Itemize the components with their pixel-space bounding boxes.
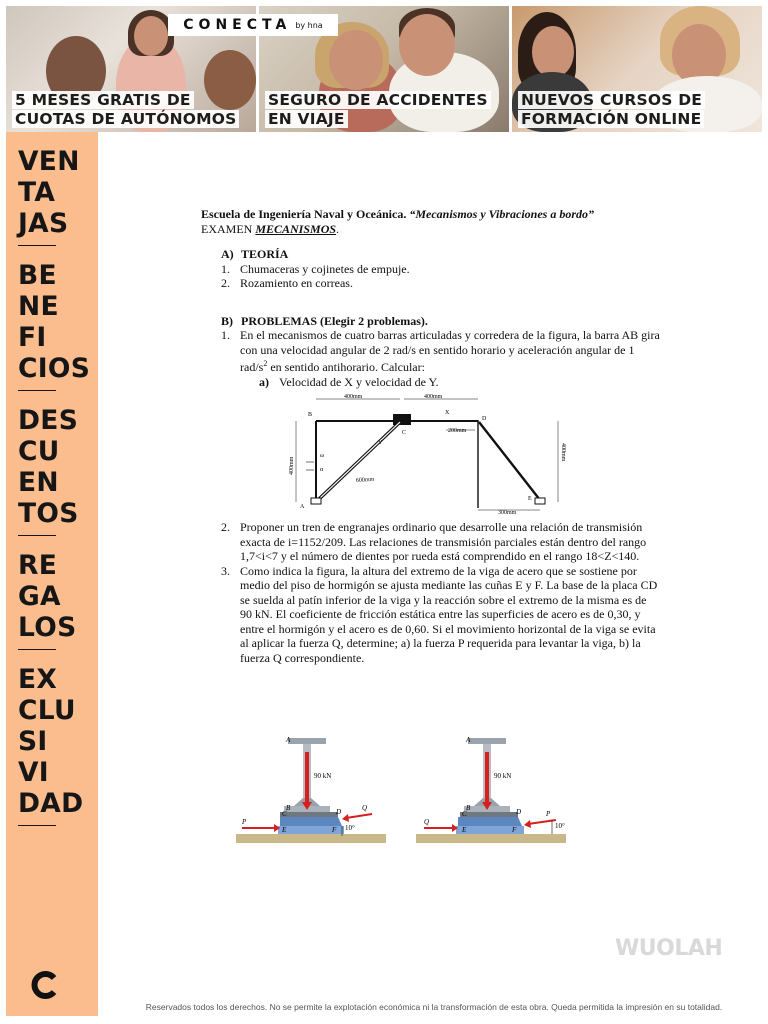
label-c: C — [402, 430, 407, 436]
label-b: B — [308, 412, 313, 418]
label-a: A — [286, 736, 291, 744]
subitem-text: Velocidad de X y velocidad de Y. — [279, 374, 439, 389]
label-p: P — [242, 818, 247, 826]
sidebar-word: DES — [18, 405, 79, 436]
section-b-heading — [221, 314, 661, 329]
bar-de — [479, 422, 540, 500]
sidebar-group-ventajas — [18, 146, 98, 246]
load-label: 90 kN — [314, 772, 332, 780]
sidebar-divider — [18, 535, 56, 536]
label-x: X — [445, 410, 450, 416]
sidebar-group-regalos — [18, 550, 98, 650]
item-text: Como indica la figura, la altura del extremo de la viga de acero que se sostiene por medio del piso de hormigón se ajusta mediante las cuñas E y F. La base de la placa CD se suelda al patín inferior de la viga y la reacción sobre el extremo de la misma es de 90 kN. El coeficiente de fricción estática entre las superficies de acero es de 0,30, y entre el hormigón y el acero es de 0,60. Si el movimiento horizontal de la viga se evita al aplicar la fuerza Q, determine; a) la fuerza P requerida para levantar la viga, b) la fuerza Q correspondiente. — [240, 563, 658, 665]
sidebar-divider — [18, 649, 56, 650]
item-number: 2. — [221, 520, 230, 534]
banner-panel-cursos[interactable] — [512, 6, 762, 132]
brand-name: CONECTA — [183, 17, 292, 33]
superscript: 2 — [263, 359, 268, 368]
load-arrow — [305, 752, 309, 804]
problem-subitem — [201, 375, 661, 390]
problem-item — [201, 328, 661, 375]
dim-label-diagonal: 600mm — [355, 476, 375, 484]
section-title: TEORÍA — [241, 247, 289, 261]
angle-label: 10° — [345, 824, 355, 832]
label-f: F — [332, 826, 337, 834]
item-text: En el mecanismos de cuatro barras articuladas y corredera de la figura, la barra AB gira con una velocidad angular de 2 rad/s en sentido horario y aceleración angular de 1 rad/s — [240, 328, 660, 374]
theory-item — [201, 276, 661, 291]
label-d: D — [336, 808, 342, 816]
label-y: Y — [378, 440, 383, 446]
support-e — [535, 498, 545, 504]
sidebar-word: TA — [18, 177, 56, 208]
banner-photo-face — [399, 14, 455, 76]
concrete-floor — [236, 834, 386, 843]
dim-label-slider: 200mm — [448, 428, 467, 434]
slider-block-c — [393, 414, 411, 425]
plate-cd — [280, 812, 338, 817]
banner-caption-line: SEGURO DE ACCIDENTES — [265, 91, 491, 109]
sidebar-divider — [18, 245, 56, 246]
sidebar-divider — [18, 825, 56, 826]
dim-label-top-left: 400mm — [344, 394, 363, 400]
force-q-arrow — [346, 814, 372, 818]
wedge-configuration-right — [416, 736, 566, 843]
problem-item — [201, 564, 661, 666]
sidebar-divider — [18, 390, 56, 391]
four-bar-mechanism-figure — [282, 390, 572, 518]
sidebar-word: RE — [18, 550, 58, 581]
beam-top-flange — [468, 738, 506, 744]
dim-label-bottom: 300mm — [498, 510, 517, 516]
label-p: P — [546, 810, 551, 818]
item-number: 2. — [221, 276, 230, 290]
sidebar-word: TOS — [18, 498, 79, 529]
sidebar-group-exclusividad — [18, 664, 98, 826]
sidebar-group-descuentos — [18, 405, 98, 536]
beam-wedge-figure — [222, 708, 576, 848]
banner-caption — [265, 90, 491, 128]
exam-prefix: EXAMEN — [201, 221, 253, 236]
banner-caption-line: EN VIAJE — [265, 110, 348, 128]
label-b: B — [286, 804, 291, 812]
sidebar-word: SI — [18, 726, 48, 757]
sidebar-word: VEN — [18, 146, 80, 177]
label-d: D — [482, 416, 487, 422]
sidebar-word: GA — [18, 581, 61, 612]
subitem-letter: a) — [259, 374, 269, 389]
course-title: “Mecanismos y Vibraciones a bordo” — [409, 207, 595, 221]
dim-label-top-right: 400mm — [424, 394, 443, 400]
angle-label: 10° — [555, 822, 565, 830]
wedge-configuration-left — [236, 736, 386, 843]
banner-caption-line: CUOTAS DE AUTÓNOMOS — [12, 110, 239, 128]
ad-banner[interactable] — [6, 6, 762, 132]
label-e: E — [282, 826, 287, 834]
dim-label-left-vertical: 400mm — [289, 456, 295, 475]
banner-caption-line: NUEVOS CURSOS DE — [518, 91, 705, 109]
sidebar-word: CLU — [18, 695, 76, 726]
label-f: F — [512, 826, 517, 834]
banner-caption-line: FORMACIÓN ONLINE — [518, 110, 704, 128]
exam-header — [201, 207, 661, 222]
sidebar-word: BE — [18, 260, 57, 291]
problem-item — [201, 520, 661, 564]
sidebar-word: JAS — [18, 208, 69, 239]
label-b: B — [466, 804, 471, 812]
banner-caption — [12, 90, 239, 128]
exam-title — [201, 222, 661, 237]
sidebar-group-beneficios — [18, 260, 98, 391]
conecta-c-logo-icon[interactable] — [30, 970, 60, 1000]
sidebar-word: NE — [18, 291, 59, 322]
banner-caption — [518, 90, 705, 128]
label-a: A — [300, 504, 305, 510]
label-alpha: α — [320, 467, 324, 473]
label-c: C — [462, 810, 467, 818]
banner-photo-face — [329, 30, 383, 90]
wedge-e — [458, 817, 522, 826]
exam-suffix: . — [336, 221, 340, 236]
label-c: C — [282, 810, 287, 818]
promo-sidebar[interactable] — [6, 132, 98, 1016]
dim-label-right-vertical: 400mm — [560, 443, 566, 462]
item-text: Rozamiento en correas. — [240, 276, 353, 290]
wedge-e — [280, 817, 342, 826]
exam-subject: MECANISMOS — [255, 221, 337, 236]
section-letter: B) — [221, 313, 233, 328]
item-text: Proponer un tren de engranajes ordinario que desarrolle una relación de transmisión exacta de i=1152/209. Las relaciones de transmisión parciales están dentro del rango 1,7<i<7 y el número de dientes por rueda está comprendido en el rango 18<Z<140. — [240, 520, 647, 563]
label-a: A — [466, 736, 471, 744]
section-title: PROBLEMAS (Elegir 2 problemas). — [241, 313, 428, 328]
item-number: 1. — [221, 328, 230, 342]
load-label: 90 kN — [494, 772, 512, 780]
label-q: Q — [362, 804, 368, 812]
item-number: 1. — [221, 261, 230, 276]
item-number: 3. — [221, 563, 230, 578]
label-e: E — [528, 496, 532, 502]
sidebar-word: VI — [18, 757, 49, 788]
copyright-footer: Reservados todos los derechos. No se permite la explotación económica ni la transformación de esta obra. Queda permitida la impresión en su totalidad. — [145, 1002, 723, 1012]
beam-top-flange — [288, 738, 326, 744]
banner-photo-face — [134, 16, 168, 56]
sidebar-word: EX — [18, 664, 58, 695]
label-e: E — [462, 826, 467, 834]
label-d: D — [516, 808, 522, 816]
banner-caption-line: 5 MESES GRATIS DE — [12, 91, 194, 109]
section-letter: A) — [221, 247, 234, 261]
support-a — [311, 498, 321, 504]
theory-item — [201, 262, 661, 277]
sidebar-word: CU — [18, 436, 60, 467]
brand-logo — [168, 14, 338, 36]
load-arrow — [485, 752, 489, 804]
plate-cd — [460, 812, 518, 817]
item-text: Chumaceras y cojinetes de empuje. — [240, 261, 410, 276]
sidebar-word: EN — [18, 467, 59, 498]
sidebar-word: DAD — [18, 788, 84, 819]
sidebar-word: LOS — [18, 612, 77, 643]
sidebar-word: FI — [18, 322, 47, 353]
item-text: en sentido antihorario. Calcular: — [267, 360, 425, 374]
section-a-heading — [221, 247, 661, 262]
school-name: Escuela de Ingeniería Naval y Oceánica. — [201, 207, 407, 221]
label-q: Q — [424, 818, 430, 826]
banner-photo-face — [532, 26, 574, 78]
wuolah-watermark: WUOLAH — [615, 936, 723, 961]
label-omega: ω — [320, 453, 324, 459]
concrete-floor — [416, 834, 566, 843]
sidebar-word: CIOS — [18, 353, 91, 384]
brand-by: by hna — [295, 20, 323, 30]
